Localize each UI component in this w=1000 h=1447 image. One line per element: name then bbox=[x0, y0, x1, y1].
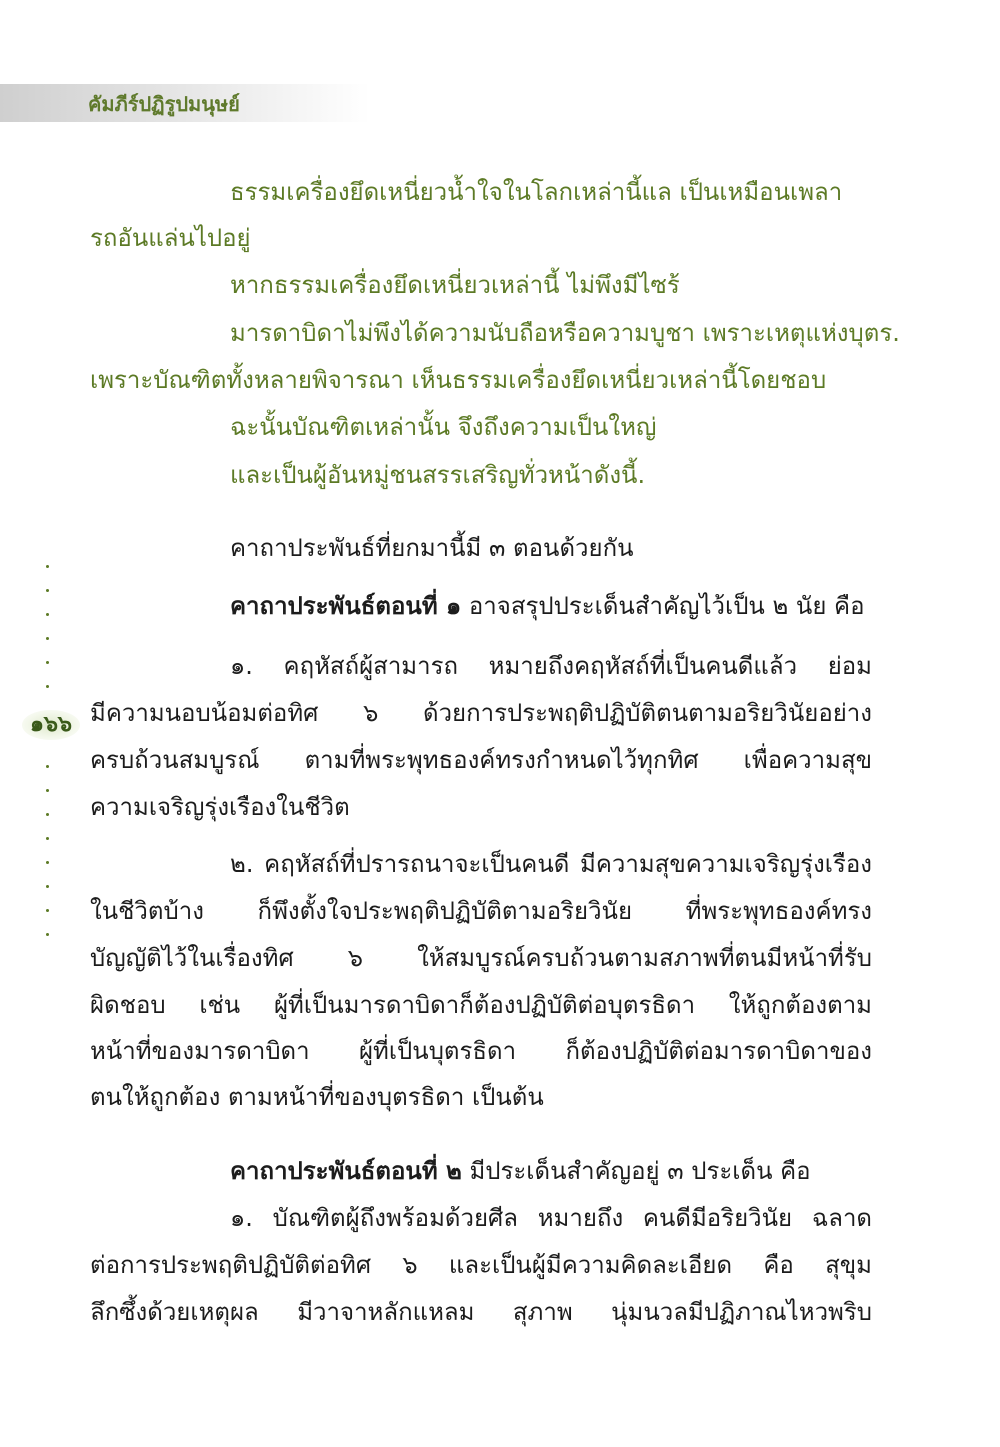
paragraph-line: ในชีวิตบ้าง ก็พึงตั้งใจประพฤติปฏิบัติตามอริยวินัย ที่พระพุทธองค์ทรง bbox=[90, 897, 872, 925]
verse-line: ฉะนั้นบัณฑิตเหล่านั้น จึงถึงความเป็นใหญ่ bbox=[230, 413, 657, 441]
verse-line: มารดาบิดาไม่พึงได้ความนับถือหรือความบูชา เพราะเหตุแห่งบุตร. bbox=[230, 319, 900, 347]
paragraph-line: ๒. คฤหัสถ์ที่ปรารถนาจะเป็นคนดี มีความสุขความเจริญรุ่งเรือง bbox=[230, 850, 872, 878]
verse-line: หากธรรมเครื่องยึดเหนี่ยวเหล่านี้ ไม่พึงมีไซร้ bbox=[230, 271, 680, 299]
paragraph-line: ครบถ้วนสมบูรณ์ ตามที่พระพุทธองค์ทรงกำหนดไว้ทุกทิศ เพื่อความสุข bbox=[90, 746, 872, 774]
verse-line: รถอันแล่นไปอยู่ bbox=[90, 224, 251, 252]
section1-heading bbox=[230, 594, 864, 618]
section1-heading-bold: คาถาประพันธ์ตอนที่ ๑ bbox=[230, 592, 462, 620]
running-header-title: คัมภีร์ปฏิรูปมนุษย์ bbox=[88, 92, 240, 116]
verse-line: ธรรมเครื่องยึดเหนี่ยวน้ำใจในโลกเหล่านี้แล เป็นเหมือนเพลา bbox=[230, 178, 843, 206]
section1-heading-rest: อาจสรุปประเด็นสำคัญไว้เป็น ๒ นัย คือ bbox=[461, 592, 865, 620]
verse-line: เพราะบัณฑิตทั้งหลายพิจารณา เห็นธรรมเครื่องยึดเหนี่ยวเหล่านี้โดยชอบ bbox=[90, 366, 827, 394]
section2-heading bbox=[230, 1159, 872, 1183]
paragraph-line: มีความนอบน้อมต่อทิศ ๖ ด้วยการประพฤติปฏิบัติตนตามอริยวินัยอย่าง bbox=[90, 699, 872, 727]
intro-line: คาถาประพันธ์ที่ยกมานี้มี ๓ ตอนด้วยกัน bbox=[230, 534, 634, 562]
paragraph-line: ๑. คฤหัสถ์ผู้สามารถ หมายถึงคฤหัสถ์ที่เป็นคนดีแล้ว ย่อม bbox=[230, 652, 872, 680]
paragraph-line: หน้าที่ของมารดาบิดา ผู้ที่เป็นบุตรธิดา ก็ต้องปฏิบัติต่อมารดาบิดาของ bbox=[90, 1037, 872, 1065]
verse-line: และเป็นผู้อันหมู่ชนสรรเสริญทั่วหน้าดังนี้. bbox=[230, 461, 646, 489]
paragraph-line: ความเจริญรุ่งเรืองในชีวิต bbox=[90, 793, 350, 821]
section2-heading-rest: มีประเด็นสำคัญอยู่ ๓ ประเด็น คือ bbox=[461, 1157, 811, 1185]
paragraph-line: บัญญัติไว้ในเรื่องทิศ ๖ ให้สมบูรณ์ครบถ้วนตามสภาพที่ตนมีหน้าที่รับ bbox=[90, 944, 872, 972]
paragraph-line: ตนให้ถูกต้อง ตามหน้าที่ของบุตรธิดา เป็นต้น bbox=[90, 1083, 544, 1111]
section2-heading-bold: คาถาประพันธ์ตอนที่ ๒ bbox=[230, 1157, 462, 1185]
paragraph-line: ๑. บัณฑิตผู้ถึงพร้อมด้วยศีล หมายถึง คนดีมีอริยวินัย ฉลาด bbox=[230, 1204, 872, 1232]
paragraph-line: ต่อการประพฤติปฏิบัติต่อทิศ ๖ และเป็นผู้มีความคิดละเอียด คือ สุขุม bbox=[90, 1251, 872, 1279]
paragraph-line: ลึกซึ้งด้วยเหตุผล มีวาจาหลักแหลม สุภาพ นุ่มนวลมีปฏิภาณไหวพริบ bbox=[90, 1298, 872, 1326]
page-number: ๑๖๖ bbox=[22, 710, 80, 740]
paragraph-line: ผิดชอบ เช่น ผู้ที่เป็นมารดาบิดาก็ต้องปฏิบัติต่อบุตรธิดา ให้ถูกต้องตาม bbox=[90, 991, 872, 1019]
